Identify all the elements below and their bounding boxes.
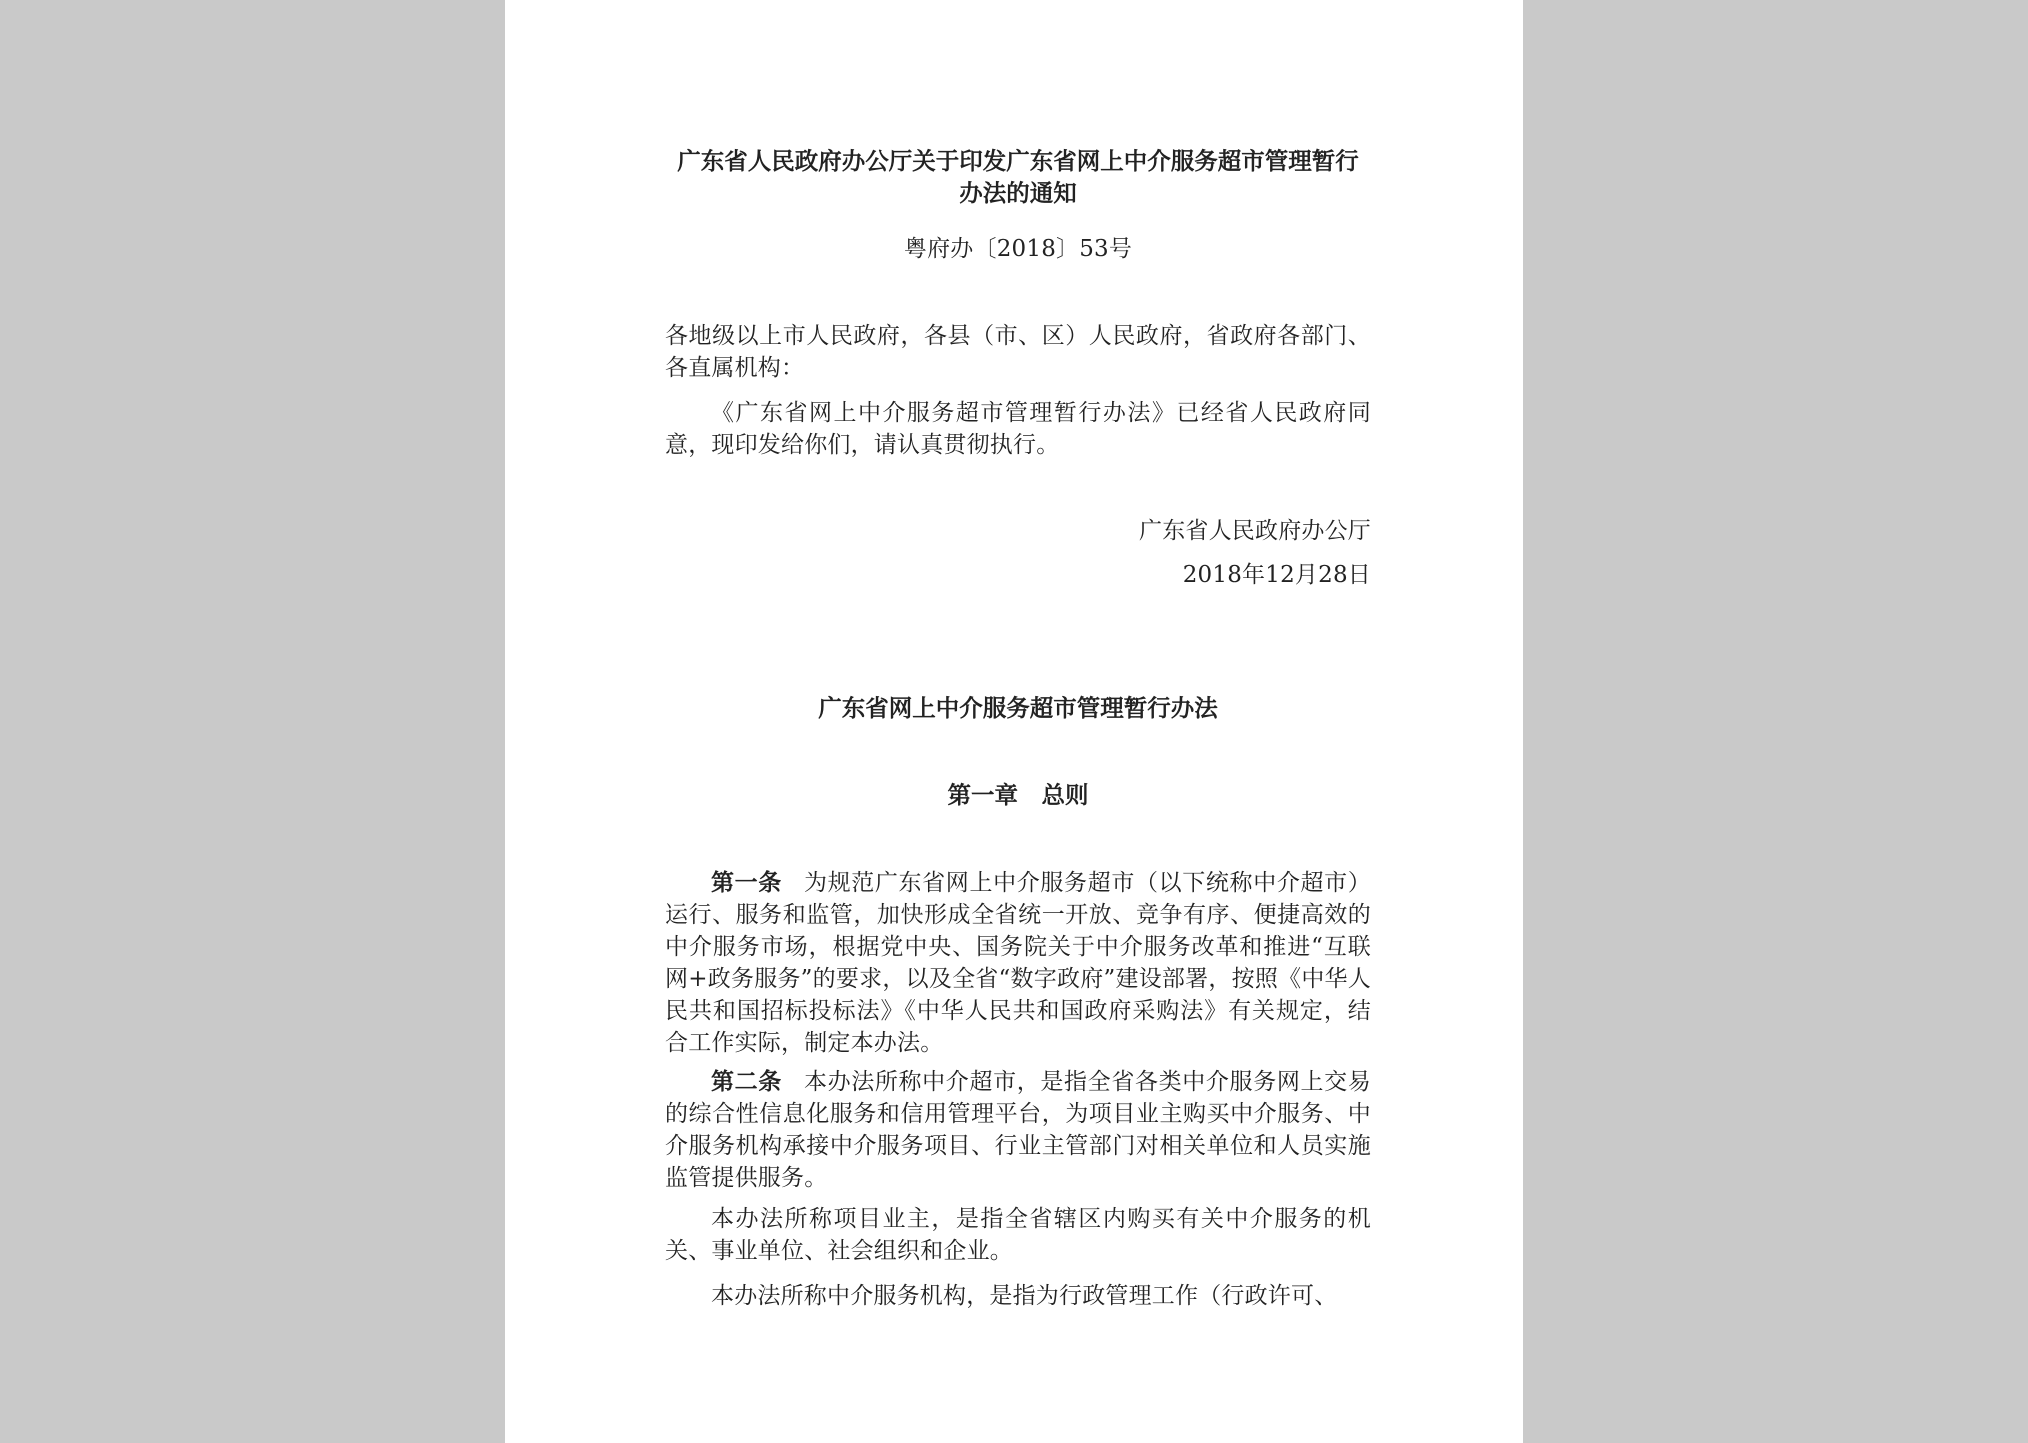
- intermediary-agency-paragraph: 本办法所称中介服务机构，是指为行政管理工作（行政许可、: [711, 1283, 1338, 1309]
- article-2-label: 第二条: [711, 1068, 782, 1095]
- notice-title-line-1: 广东省人民政府办公厅关于印发广东省网上中介服务超市管理暂行: [677, 147, 1359, 175]
- issue-date: 2018年12月28日: [1182, 562, 1371, 588]
- page-content: [665, 0, 1371, 1443]
- recipients-paragraph: 各地级以上市人民政府，各县（市、区）人民政府，省政府各部门、各直属机构：: [665, 323, 1371, 381]
- article-1-label: 第一条: [711, 869, 782, 896]
- project-owner-paragraph: 本办法所称项目业主，是指全省辖区内购买有关中介服务的机关、事业单位、社会组织和企业。: [665, 1206, 1371, 1264]
- article-1-paragraph: [665, 867, 1371, 1059]
- measures-title: 广东省网上中介服务超市管理暂行办法: [818, 694, 1218, 722]
- document-number: 粤府办〔2018〕53号: [903, 236, 1133, 262]
- issuer-name: 广东省人民政府办公厅: [1139, 518, 1371, 544]
- article-1-text: 为规范广东省网上中介服务超市（以下统称中介超市）运行、服务和监管，加快形成全省统一开放、竞争有序、便捷高效的中介服务市场，根据党中央、国务院关于中介服务改革和推进“互联网+政务服务”的要求，以及全省“数字政府”建设部署，按照《中华人民共和国招标投标法》《中华人民共和国政府采购法》有关规定，结合工作实际，制定本办法。: [665, 870, 1371, 1056]
- article-2-paragraph: [665, 1066, 1371, 1194]
- notice-body-paragraph: 《广东省网上中介服务超市管理暂行办法》已经省人民政府同意，现印发给你们，请认真贯彻执行。: [665, 400, 1371, 458]
- notice-title: [665, 145, 1371, 209]
- notice-title-line-2: 办法的通知: [959, 179, 1077, 207]
- article-2-text: 本办法所称中介超市，是指全省各类中介服务网上交易的综合性信息化服务和信用管理平台，为项目业主购买中介服务、中介服务机构承接中介服务项目、行业主管部门对相关单位和人员实施监管提供服务。: [665, 1069, 1371, 1191]
- chapter-heading: 第一章 总则: [947, 781, 1089, 809]
- document-page: [505, 0, 1523, 1443]
